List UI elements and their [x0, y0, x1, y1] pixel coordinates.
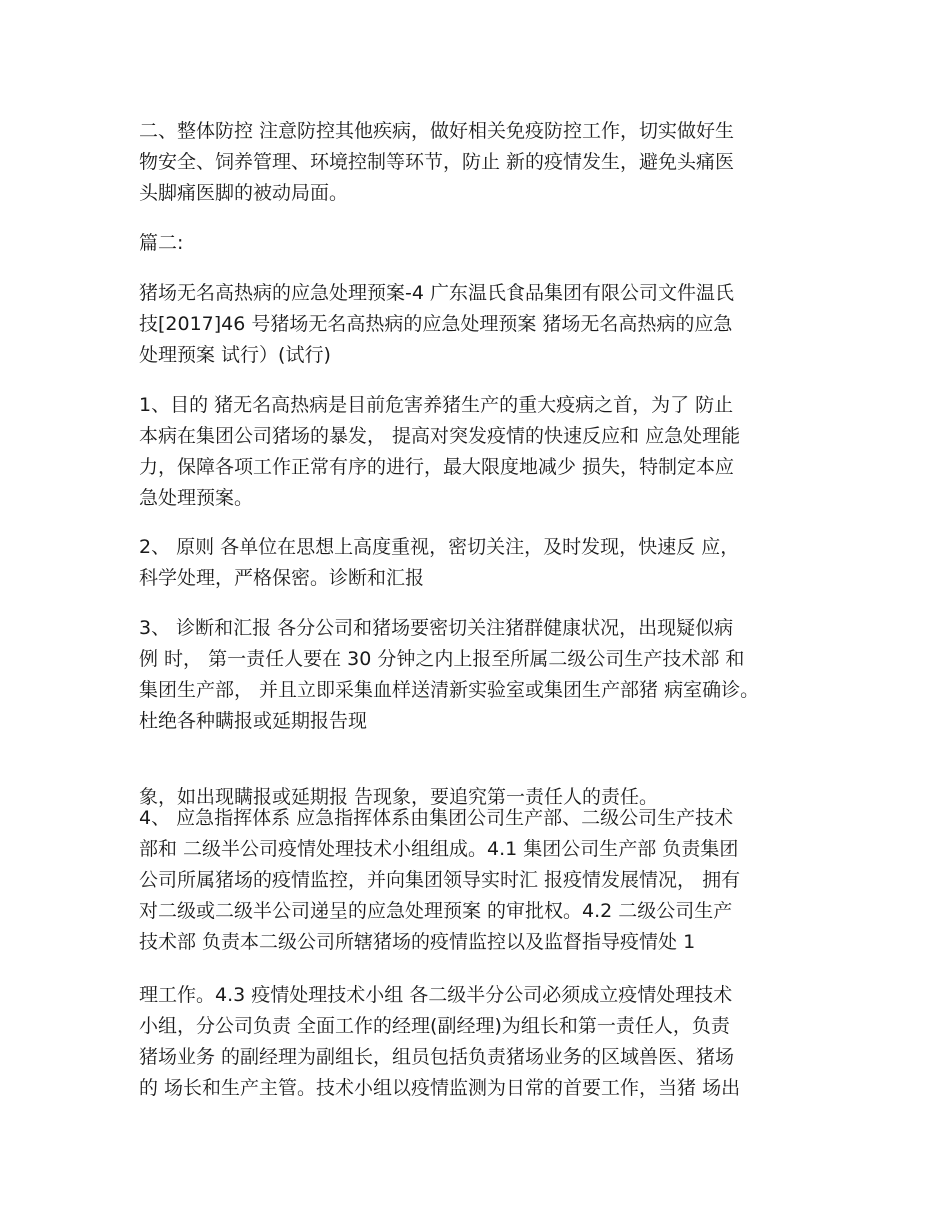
text-line: 急处理预案。	[139, 487, 254, 509]
paragraph-section-heading	[139, 228, 819, 259]
text-line: 力，保障各项工作正常有序的进行，最大限度地减少 损失，特制定本应	[139, 456, 735, 478]
text-line: 集团生产部， 并且立即采集血样送清新实验室或集团生产部猪 病室确诊。	[139, 679, 760, 701]
text-line: 公司所属猪场的疫情监控，并向集团领导实时汇 报疫情发展情况， 拥有	[139, 869, 741, 891]
text-line: 例 时， 第一责任人要在 30 分钟之内上报至所属二级公司生产技术部 和	[139, 648, 745, 670]
text-line: 科学处理，严格保密。诊断和汇报	[139, 567, 425, 589]
text-line: 部和 二级半公司疫情处理技术小组组成。4.1 集团公司生产部 负责集团	[139, 838, 739, 860]
paragraph-technical-team	[139, 980, 819, 1104]
text-line: 杜绝各种瞒报或延期报告现	[139, 710, 368, 732]
text-line: 二、整体防控 注意防控其他疾病，做好相关免疫防控工作，切实做好生	[139, 120, 735, 142]
text-line: 物安全、饲养管理、环境控制等环节，防止 新的疫情发生，避免头痛医	[139, 151, 735, 173]
text-line: 猪场业务 的副经理为副组长，组员包括负责猪场业务的区域兽医、猪场	[139, 1046, 735, 1068]
text-line: 小组，分公司负责 全面工作的经理(副经理)为组长和第一责任人，负责	[139, 1015, 730, 1037]
paragraph-principles	[139, 532, 819, 594]
text-line: 1、目的 猪无名高热病是目前危害养猪生产的重大疫病之首，为了 防止	[139, 394, 734, 416]
text-line: 理工作。4.3 疫情处理技术小组 各二级半分公司必须成立疫情处理技术	[139, 984, 733, 1006]
text-line: 技术部 负责本二级公司所辖猪场的疫情监控以及监督指导疫情处 1	[139, 931, 696, 953]
section-heading: 篇二:	[139, 232, 184, 254]
paragraph-plan-title	[139, 278, 819, 371]
text-line: 头脚痛医脚的被动局面。	[139, 182, 349, 204]
text-line: 技[2017]46 号猪场无名高热病的应急处理预案 猪场无名高热病的应急	[139, 313, 733, 335]
text-line: 象，如出现瞒报或延期报 告现象，要追究第一责任人的责任。	[139, 786, 659, 808]
paragraph-overall-prevention	[139, 116, 819, 209]
text-line: 本病在集团公司猪场的暴发， 提高对突发疫情的快速反应和 应急处理能	[139, 425, 741, 447]
text-line: 对二级或二级半公司递呈的应急处理预案 的审批权。4.2 二级公司生产	[139, 900, 733, 922]
text-line: 2、 原则 各单位在思想上高度重视，密切关注，及时发现，快速反 应，	[139, 536, 740, 558]
paragraph-diagnosis-report	[139, 613, 819, 737]
text-line: 猪场无名高热病的应急处理预案-4 广东温氏食品集团有限公司文件温氏	[139, 282, 734, 304]
text-line: 3、 诊断和汇报 各分公司和猪场要密切关注猪群健康状况，出现疑似病	[139, 617, 734, 639]
paragraph-command-system	[139, 803, 819, 958]
paragraph-purpose	[139, 390, 819, 514]
text-line: 4、 应急指挥体系 应急指挥体系由集团公司生产部、二级公司生产技术	[139, 807, 734, 829]
text-line: 的 场长和生产主管。技术小组以疫情监测为日常的首要工作，当猪 场出	[139, 1077, 741, 1099]
text-line: 处理预案 试行）(试行)	[139, 344, 331, 366]
